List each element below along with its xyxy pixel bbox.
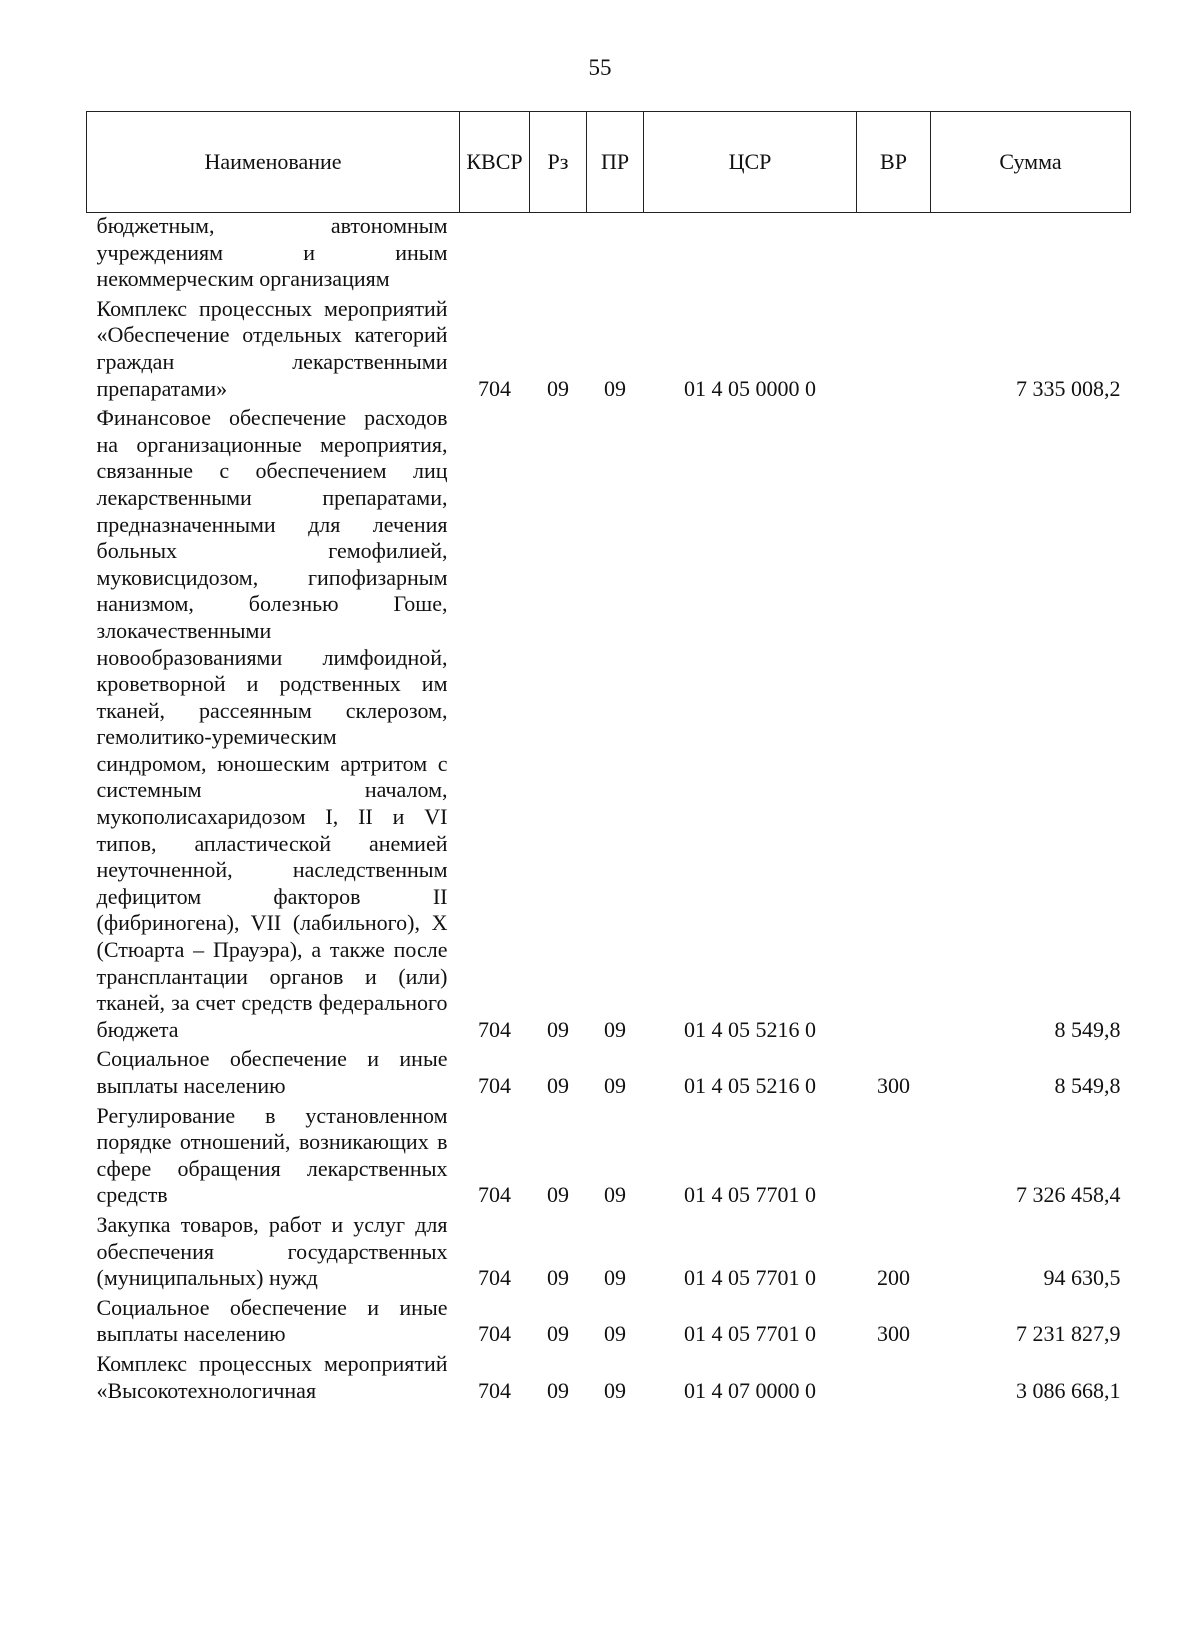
row-sum: 3 086 668,1: [1016, 1377, 1121, 1403]
row-rz: 09: [547, 1265, 569, 1291]
table-row: [87, 1100, 1131, 1209]
table-header: [87, 112, 1131, 213]
row-name: Социальное обеспечение и иные выплаты населению: [96, 1046, 448, 1098]
row-sum: 7 326 458,4: [1016, 1182, 1121, 1208]
row-vr: [857, 1100, 931, 1209]
table-row: [87, 293, 1131, 402]
row-name: Финансовое обеспечение расходов на организационные мероприятия, связанные с обеспечением лиц лекарственными препаратами, предназначенными для лечения больных гемофилией, муковисцидозом, гипофизарным нанизмом, болезнью Гоше, злокачественными новообразованиями лимфоидной, кроветворной и родственных им тканей, рассеянным склерозом, гемолитико-уремическим синдромом, юношеским артритом с системным началом, мукополисахаридозом I, II и VI типов, апластической анемией неуточненной, наследственным дефицитом факторов II (фибриногена), VII (лабильного), X (Стюарта – Прауэра), а также после трансплантации органов и (или) тканей, за счет средств федерального бюджета: [96, 405, 448, 1042]
row-rz: 09: [547, 375, 569, 401]
row-vr: 300: [877, 1321, 910, 1347]
row-csr: 01 4 05 7701 0: [684, 1265, 816, 1291]
row-name: Регулирование в установленном порядке отношений, возникающих в сфере обращения лекарственных средств: [96, 1102, 448, 1208]
row-csr: 01 4 05 7701 0: [684, 1182, 816, 1208]
row-name: Социальное обеспечение и иные выплаты населению: [96, 1294, 448, 1347]
row-pr: 09: [604, 1073, 626, 1098]
row-kvsr: 704: [478, 1265, 511, 1291]
row-sum: 7 231 827,9: [1016, 1321, 1121, 1347]
header-csr: ЦСР: [644, 112, 857, 213]
row-pr: 09: [604, 1016, 626, 1042]
row-pr: 09: [604, 1265, 626, 1291]
row-csr: 01 4 05 0000 0: [684, 375, 816, 401]
row-csr: 01 4 05 5216 0: [684, 1073, 816, 1098]
row-rz: 09: [547, 1073, 569, 1098]
row-sum: 94 630,5: [1043, 1265, 1121, 1291]
table-row: [87, 213, 1131, 293]
row-kvsr: 704: [478, 1321, 511, 1347]
row-pr: 09: [604, 1321, 626, 1347]
page-number: 55: [588, 55, 612, 80]
row-kvsr: 704: [478, 1377, 511, 1403]
row-rz: 09: [547, 1377, 569, 1403]
header-pr: ПР: [587, 112, 644, 213]
row-kvsr: 704: [478, 375, 511, 401]
table-body: [87, 213, 1131, 1405]
row-vr: [857, 293, 931, 402]
header-rz: Рз: [530, 112, 587, 213]
row-rz: [530, 213, 587, 293]
row-pr: 09: [604, 1377, 626, 1403]
row-vr: [857, 402, 931, 1043]
row-sum: 8 549,8: [1054, 1073, 1121, 1098]
header-sum: Сумма: [931, 112, 1131, 213]
table-row: [87, 1209, 1131, 1292]
row-pr: 09: [604, 375, 626, 401]
row-vr: [857, 213, 931, 293]
table-row: [87, 1292, 1131, 1348]
row-rz: 09: [547, 1182, 569, 1208]
row-vr: 300: [877, 1073, 910, 1098]
table-row: [87, 1043, 1131, 1099]
row-sum: [931, 213, 1131, 293]
row-kvsr: 704: [478, 1016, 511, 1042]
row-csr: [644, 213, 857, 293]
row-sum: 8 549,8: [1054, 1016, 1121, 1042]
row-pr: [587, 213, 644, 293]
row-name: бюджетным, автономным учреждениям и иным некоммерческим организациям: [96, 213, 448, 292]
row-kvsr: [460, 213, 530, 293]
row-sum: 7 335 008,2: [1016, 375, 1121, 401]
table-row: [87, 402, 1131, 1043]
row-csr: 01 4 05 7701 0: [684, 1321, 816, 1347]
row-kvsr: 704: [478, 1182, 511, 1208]
row-vr: 200: [877, 1265, 910, 1291]
header-name: Наименование: [87, 112, 460, 213]
row-name: Закупка товаров, работ и услуг для обеспечения государственных (муниципальных) нужд: [96, 1211, 448, 1291]
row-kvsr: 704: [478, 1073, 511, 1098]
row-rz: 09: [547, 1016, 569, 1042]
row-name: Комплекс процессных мероприятий «Высокотехнологичная: [96, 1350, 448, 1403]
row-pr: 09: [604, 1182, 626, 1208]
row-csr: 01 4 05 5216 0: [684, 1016, 816, 1042]
budget-table: [86, 111, 1131, 1404]
row-rz: 09: [547, 1321, 569, 1347]
header-kvsr: КВСР: [460, 112, 530, 213]
row-vr: [857, 1348, 931, 1404]
row-csr: 01 4 07 0000 0: [684, 1377, 816, 1403]
row-name: Комплекс процессных мероприятий «Обеспечение отдельных категорий граждан лекарственными препаратами»: [96, 295, 448, 401]
table-row: [87, 1348, 1131, 1404]
header-vr: ВР: [857, 112, 931, 213]
